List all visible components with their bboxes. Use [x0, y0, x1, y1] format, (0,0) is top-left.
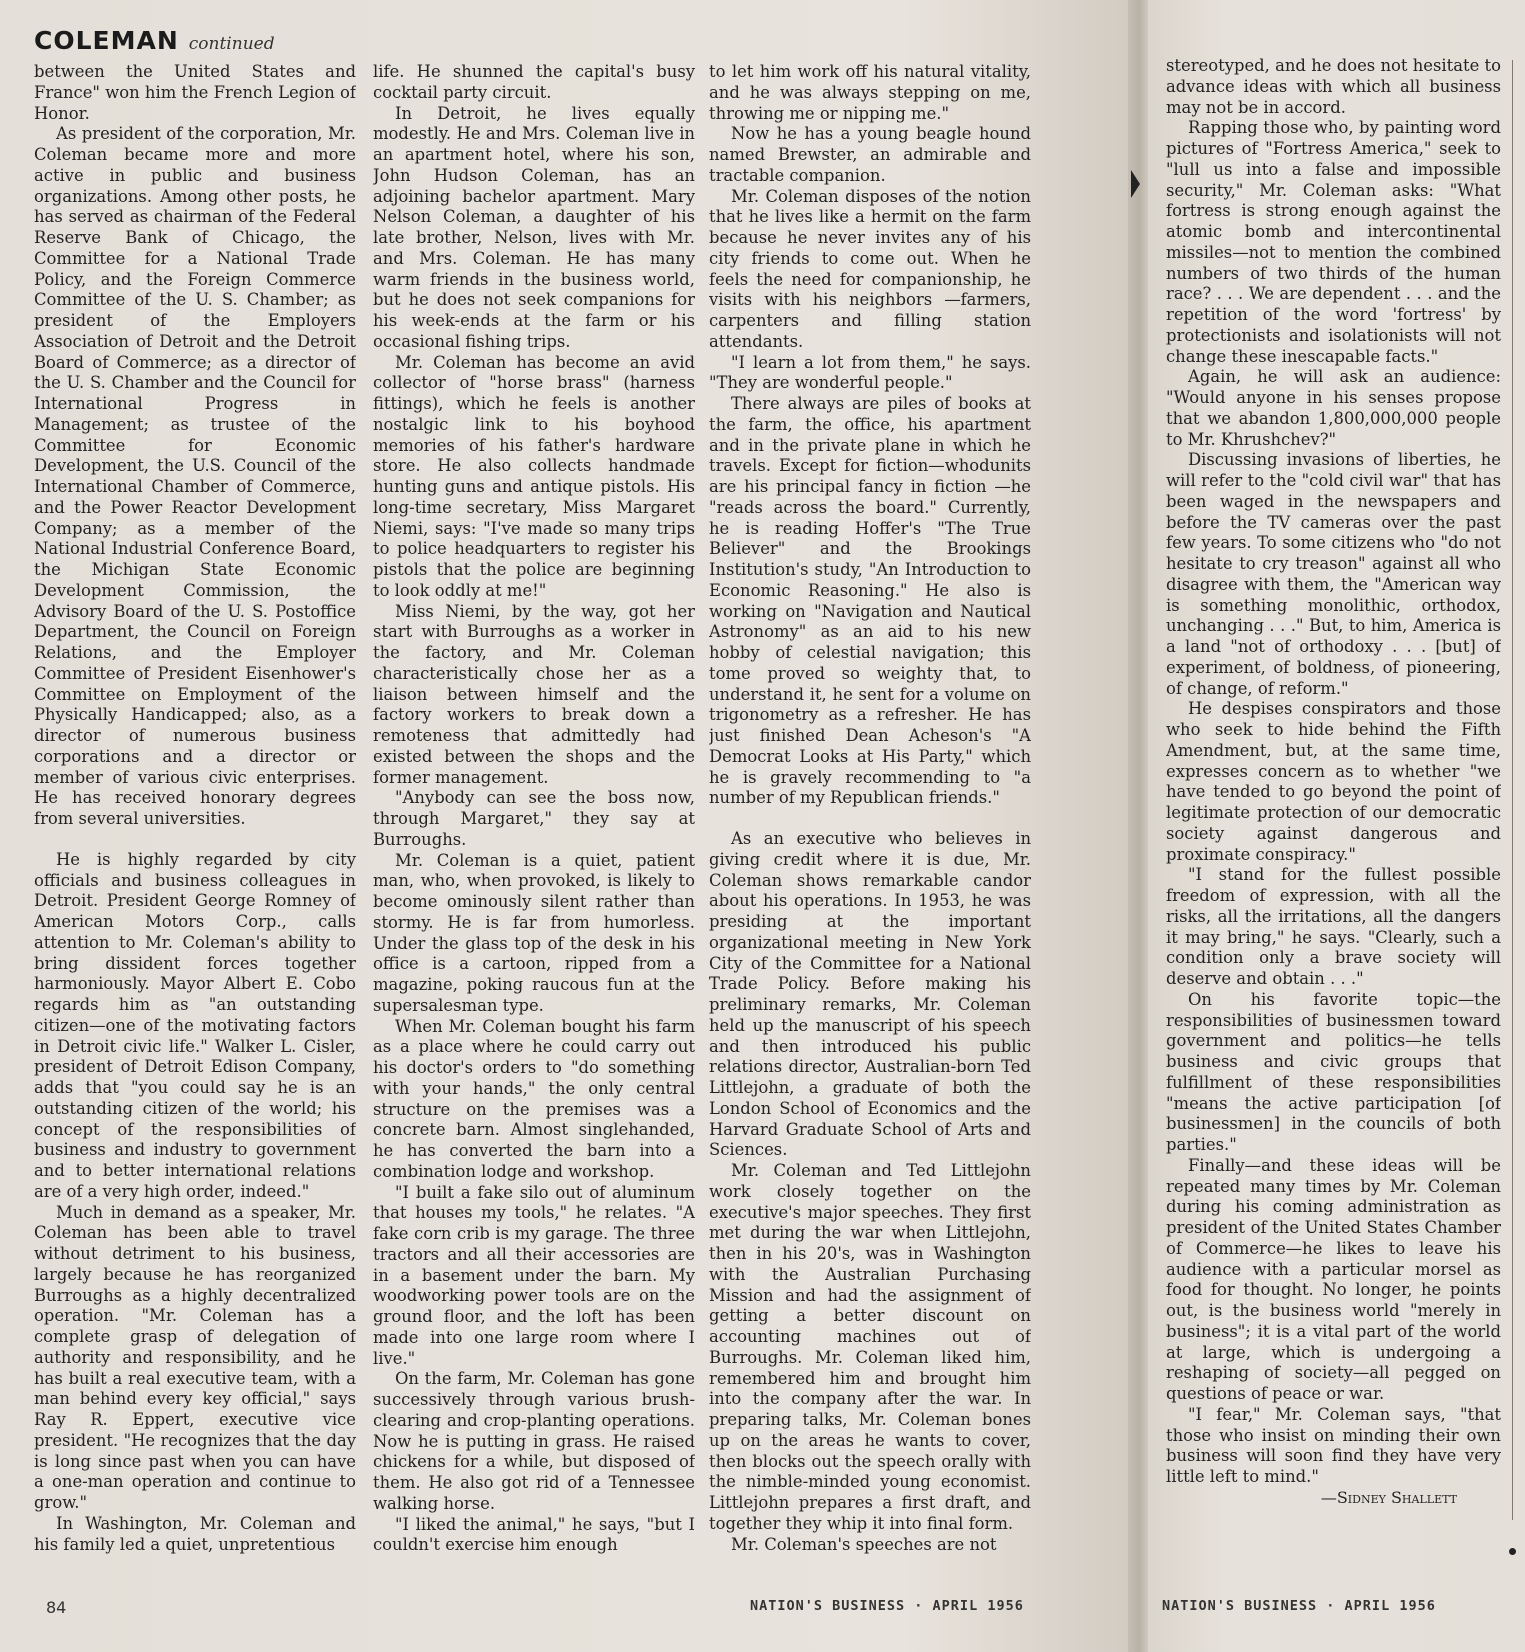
continued-label: continued [188, 34, 275, 54]
paragraph: "I learn a lot from them," he says. "They are wonderful people." [709, 352, 1031, 393]
paragraph: Mr. Coleman has become an avid collector of "horse brass" (harness fittings), which he feels is another nostalgic link to his boyhood memories of his father's hardware store. He also collects handmade hunting guns and antique pistols. His long-time secretary, Miss Margaret Niemi, says: "I've made so many trips to police headquarters to register his pistols that the police are beginning to look oddly at me!" [373, 352, 695, 600]
paragraph: As an executive who believes in giving credit where it is due, Mr. Coleman shows remarkable candor about his operations. In 1953, he was presiding at the important organizational meeting in New York City of the Committee for a National Trade Policy. Before making his preliminary remarks, Mr. Coleman held up the manuscript of his speech and then introduced his public relations director, Australian-born Ted Littlejohn, a graduate of both the London School of Economics and the Harvard Graduate School of Arts and Sciences. [709, 829, 1031, 1160]
paragraph: Miss Niemi, by the way, got her start with Burroughs as a worker in the factory, and Mr. Coleman characteristically chose her as a liaison between himself and the factory workers to break down a remoteness that admittedly had existed between the shops and the former management. [373, 601, 695, 787]
paragraph: In Detroit, he lives equally modestly. He and Mrs. Coleman live in an apartment hotel, where his son, John Hudson Coleman, has an adjoining bachelor apartment. Mary Nelson Coleman, a daughter of his late brother, Nelson, lives with Mr. and Mrs. Coleman. He has many warm friends in the business world, but he does not seek companions for his week-ends at the farm or his occasional fishing trips. [373, 103, 695, 351]
page-tab-marker [1131, 170, 1140, 198]
paragraph: "I stand for the fullest possible freedom of expression, with all the risks, all the irritations, all the dangers it may bring," he says. "Clearly, such a condition only a brave society will deserve and obtain . . ." [1166, 865, 1501, 988]
left-page-footer: NATION'S BUSINESS · APRIL 1956 [750, 1598, 1024, 1614]
paragraph: When Mr. Coleman bought his farm as a place where he could carry out his doctor's orders to "do something with your hands," the only central structure on the premises was a concrete barn. Almost singlehanded, he has converted the barn into a combination lodge and workshop. [373, 1016, 695, 1181]
author-byline: —Sidney Shallett [1320, 1487, 1457, 1507]
paragraph: Mr. Coleman is a quiet, patient man, who, when provoked, is likely to become ominously silent rather than stormy. He is far from humorless. Under the glass top of the desk in his office is a cartoon, ripped from a magazine, poking raucous fun at the supersalesman type. [373, 850, 695, 1015]
margin-rule [1512, 60, 1513, 1520]
paragraph: "I built a fake silo out of aluminum that houses my tools," he relates. "A fake corn crib is my garage. The three tractors and all their accessories are in a basement under the barn. My woodworking power tools are on the ground floor, and the loft has been made into one large room where I live." [373, 1182, 695, 1368]
end-of-article-bullet-icon [1509, 1548, 1516, 1555]
paragraph: He despises conspirators and those who seek to hide behind the Fifth Amendment, but, at the same time, expresses concern as to whether "we have tended to go beyond the point of legitimate protection of our democratic society against dangerous and proximate conspiracy." [1166, 699, 1501, 864]
paragraph: Discussing invasions of liberties, he will refer to the "cold civil war" that has been waged in the newspapers and before the TV cameras over the past few years. To some citizens who "do not hesitate to cry treason" against all who disagree with them, the "American way is something monolithic, orthodox, unchanging . . ." But, to him, America is a land "not of orthodoxy . . . [but] of experiment, of boldness, of pioneering, of change, of reform." [1166, 450, 1501, 698]
paragraph: In Washington, Mr. Coleman and his family led a quiet, unpretentious [34, 1513, 356, 1554]
paragraph: "I fear," Mr. Coleman says, "that those who insist on minding their own business will soon find they have very little left to mind." [1166, 1404, 1501, 1486]
paragraph: Rapping those who, by painting word pictures of "Fortress America," seek to "lull us into a false and impossible security," Mr. Coleman asks: "What fortress is strong enough against the atomic bomb and intercontinental missiles—not to mention the combined numbers of two thirds of the human race? . . . We are dependent . . . and the repetition of the word 'fortress' by protectionists and isolationists will not change these inescapable facts." [1166, 118, 1501, 366]
paragraph: There always are piles of books at the farm, the office, his apartment and in the private plane in which he travels. Except for fiction—whodunits are his principal fancy in fiction —he "reads across the board." Currently, he is reading Hoffer's "The True Believer" and the Brookings Institution's study, "An Introduction to Economic Reasoning." He also is working on "Navigation and Nautical Astronomy" as an aid to his new hobby of celestial navigation; this tome proved so weighty that, to understand it, he sent for a volume on trigonometry as a refresher. He has just finished Dean Acheson's "A Democrat Looks at His Party," which he is gravely recommending to "a number of my Republican friends." [709, 394, 1031, 808]
paragraph: Mr. Coleman disposes of the notion that he lives like a hermit on the farm because he never invites any of his city friends to come out. When he feels the need for companionship, he visits with his neighbors —farmers, carpenters and filling station attendants. [709, 186, 1031, 351]
paragraph: Mr. Coleman and Ted Littlejohn work closely together on the executive's major speeches. They first met during the war when Littlejohn, then in his 20's, was in Washington with the Australian Purchasing Mission and had the assignment of getting a better discount on accounting machines out of Burroughs. Mr. Coleman liked him, remembered him and brought him into the company after the war. In preparing talks, Mr. Coleman bones up on the areas he wants to cover, then blocks out the speech orally with the nimble-minded young economist. Littlejohn prepares a first draft, and together they whip it into final form. [709, 1161, 1031, 1533]
right-page-footer: NATION'S BUSINESS · APRIL 1956 [1162, 1598, 1436, 1614]
paragraph: Again, he will ask an audience: "Would anyone in his senses propose that we abandon 1,800,000,000 people to Mr. Khrushchev?" [1166, 367, 1501, 449]
paragraph: On his favorite topic—the responsibilities of businessmen toward government and politics—he tells business and civic groups that fulfillment of these responsibilities "means the active participation [of businessmen] in the councils of both parties." [1166, 989, 1501, 1154]
text-column-4 [1166, 56, 1501, 1586]
paragraph: Much in demand as a speaker, Mr. Coleman has been able to travel without detriment to his business, largely because he has reorganized Burroughs as a highly decentralized operation. "Mr. Coleman has a complete grasp of delegation of authority and responsibility, and he has built a real executive team, with a man behind every key official," says Ray R. Eppert, executive vice president. "He recognizes that the day is long since past when you can have a one-man operation and continue to grow." [34, 1202, 356, 1512]
article-title: COLEMAN [34, 26, 179, 55]
text-column-3 [709, 62, 1031, 1582]
paragraph: Now he has a young beagle hound named Brewster, an admirable and tractable companion. [709, 124, 1031, 185]
running-head [34, 26, 275, 55]
paragraph: Finally—and these ideas will be repeated many times by Mr. Coleman during his coming administration as president of the United States Chamber of Commerce—he likes to leave his audience with a particular morsel as food for thought. No longer, he points out, is the business world "merely in business"; it is a vital part of the world at large, which is undergoing a reshaping of society—all pegged on questions of peace or war. [1166, 1155, 1501, 1403]
text-column-1 [34, 62, 356, 1582]
paragraph: As president of the corporation, Mr. Coleman became more and more active in public and business organizations. Among other posts, he has served as chairman of the Federal Reserve Bank of Chicago, the Committee for a National Trade Policy, and the Foreign Commerce Committee of the U. S. Chamber; as president of the Employers Association of Detroit and the Detroit Board of Commerce; as a director of the U. S. Chamber and the Council for International Progress in Management; as trustee of the Committee for Economic Development, the U.S. Council of the International Chamber of Commerce, and the Power Reactor Development Company; as a member of the National Industrial Conference Board, the Michigan State Economic Development Commission, the Advisory Board of the U. S. Postoffice Department, the Council on Foreign Relations, and the Employer Committee of President Eisenhower's Committee on Employment of the Physically Handicapped; also, as a director of numerous business corporations and a director or member of various civic enterprises. He has received honorary degrees from several universities. [34, 124, 356, 828]
paragraph: Mr. Coleman's speeches are not [731, 1534, 997, 1554]
paragraph: to let him work off his natural vitality, and he was always stepping on me, throwing me or nipping me." [709, 62, 1031, 123]
paragraph: He is highly regarded by city officials and business colleagues in Detroit. President George Romney of American Motors Corp., calls attention to Mr. Coleman's ability to bring dissident forces together harmoniously. Mayor Albert E. Cobo regards him as "an outstanding citizen—one of the motivating factors in Detroit civic life." Walker L. Cisler, president of Detroit Edison Company, adds that "you could say he is an outstanding citizen of the world; his concept of the responsibilities of business and industry to government and to better international relations are of a very high order, indeed." [34, 849, 356, 1201]
paragraph: "Anybody can see the boss now, through Margaret," they say at Burroughs. [373, 788, 695, 849]
paragraph: stereotyped, and he does not hesitate to advance ideas with which all business may not be in accord. [1166, 56, 1501, 117]
page-gutter [1128, 0, 1150, 1652]
paragraph: On the farm, Mr. Coleman has gone successively through various brush-clearing and crop-planting operations. Now he is putting in grass. He raised chickens for a while, but disposed of them. He also got rid of a Tennessee walking horse. [373, 1369, 695, 1513]
paragraph: between the United States and France" won him the French Legion of Honor. [34, 62, 356, 123]
paragraph: life. He shunned the capital's busy cocktail party circuit. [373, 62, 695, 102]
page-number: 84 [46, 1598, 67, 1617]
text-column-2 [373, 62, 695, 1582]
paragraph: "I liked the animal," he says, "but I couldn't exercise him enough [373, 1514, 695, 1555]
